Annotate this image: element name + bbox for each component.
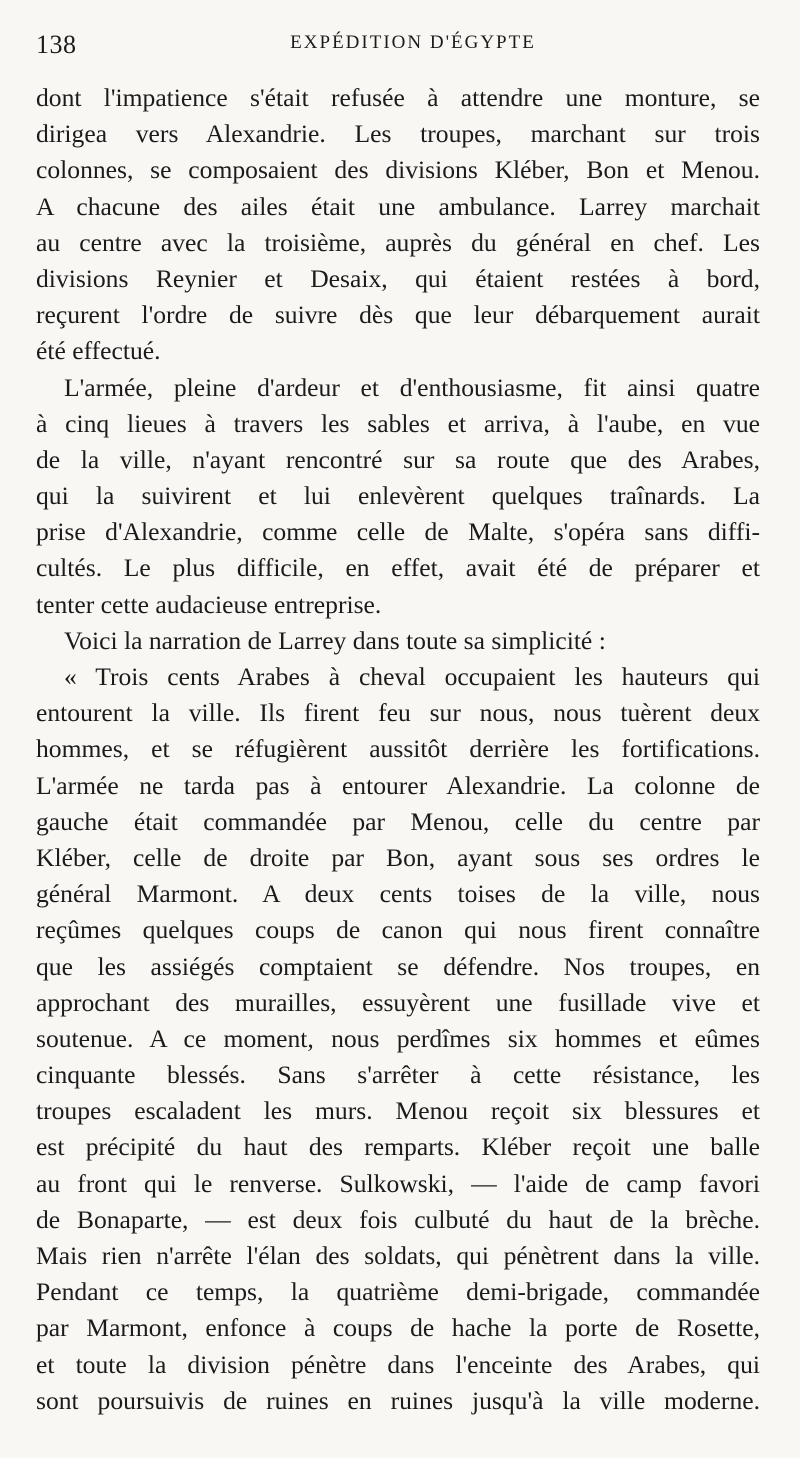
text-line: de la ville, n'ayant rencontré sur sa route que des Arabes, <box>36 444 760 474</box>
text-line: tenter cette audacieuse entreprise. <box>36 589 382 619</box>
body-text <box>36 80 760 1419</box>
text-line: Pendant ce temps, la quatrième demi-brigade, commandée <box>36 1277 760 1307</box>
text-line: troupes escaladent les murs. Menou reçoit six blessures et <box>36 1096 760 1126</box>
text-line: hommes, et se réfugièrent aussitôt derrière les fortifications. <box>36 734 760 764</box>
text-line: qui la suivirent et lui enlevèrent quelques traînards. La <box>36 481 760 511</box>
text-line: et toute la division pénètre dans l'enceinte des Arabes, qui <box>36 1349 760 1379</box>
text-line: reçûmes quelques coups de canon qui nous firent connaître <box>36 915 760 945</box>
text-line: soutenue. A ce moment, nous perdîmes six hommes et eûmes <box>36 1023 760 1053</box>
header-title: EXPÉDITION D'ÉGYPTE <box>290 32 536 53</box>
text-line: prise d'Alexandrie, comme celle de Malte, s'opéra sans diffi- <box>36 517 760 547</box>
text-line: Kléber, celle de droite par Bon, ayant sous ses ordres le <box>36 842 760 872</box>
text-line: par Marmont, enfonce à coups de hache la porte de Rosette, <box>36 1313 760 1343</box>
text-line: gauche était commandée par Menou, celle du centre par <box>36 806 760 836</box>
text-line: divisions Reynier et Desaix, qui étaient restées à bord, <box>36 263 760 293</box>
text-line: à cinq lieues à travers les sables et arriva, à l'aube, en vue <box>36 408 760 438</box>
page-number: 138 <box>36 30 77 59</box>
text-line: général Marmont. A deux cents toises de la ville, nous <box>36 879 760 909</box>
text-line: « Trois cents Arabes à cheval occupaient les hauteurs qui <box>64 662 760 691</box>
text-line: au centre avec la troisième, auprès du général en chef. Les <box>36 227 760 257</box>
text-line: A chacune des ailes était une ambulance. Larrey marchait <box>36 191 760 221</box>
text-line: cinquante blessés. Sans s'arrêter à cette résistance, les <box>36 1060 760 1090</box>
text-line: approchant des murailles, essuyèrent une fusillade vive et <box>36 987 760 1017</box>
text-line: entourent la ville. Ils firent feu sur nous, nous tuèrent deux <box>36 698 760 728</box>
text-line: dont l'impatience s'était refusée à attendre une monture, se <box>36 83 760 112</box>
text-line: est précipité du haut des remparts. Kléber reçoit une balle <box>36 1132 760 1162</box>
text-line: Mais rien n'arrête l'élan des soldats, qui pénètrent dans la ville. <box>36 1241 760 1270</box>
text-line: reçurent l'ordre de suivre dès que leur débarquement aurait <box>36 300 760 330</box>
text-line: été effectué. <box>36 336 161 366</box>
text-line: L'armée ne tarda pas à entourer Alexandrie. La colonne de <box>36 770 760 800</box>
text-line: cultés. Le plus difficile, en effet, avait été de préparer et <box>36 553 760 583</box>
text-line: au front qui le renverse. Sulkowski, — l'aide de camp favori <box>36 1168 760 1198</box>
text-line: sont poursuivis de ruines en ruines jusqu'à la ville moderne. <box>36 1385 760 1415</box>
text-line: que les assiégés comptaient se défendre. Nos troupes, en <box>36 951 760 981</box>
text-line: colonnes, se composaient des divisions Kléber, Bon et Menou. <box>36 155 760 185</box>
running-head <box>36 30 760 64</box>
text-line: de Bonaparte, — est deux fois culbuté du haut de la brèche. <box>36 1204 760 1234</box>
text-line: L'armée, pleine d'ardeur et d'enthousiasme, fit ainsi quatre <box>64 372 760 402</box>
text-line: dirigea vers Alexandrie. Les troupes, marchant sur trois <box>36 119 760 149</box>
text-line: Voici la narration de Larrey dans toute sa simplicité : <box>64 625 606 655</box>
